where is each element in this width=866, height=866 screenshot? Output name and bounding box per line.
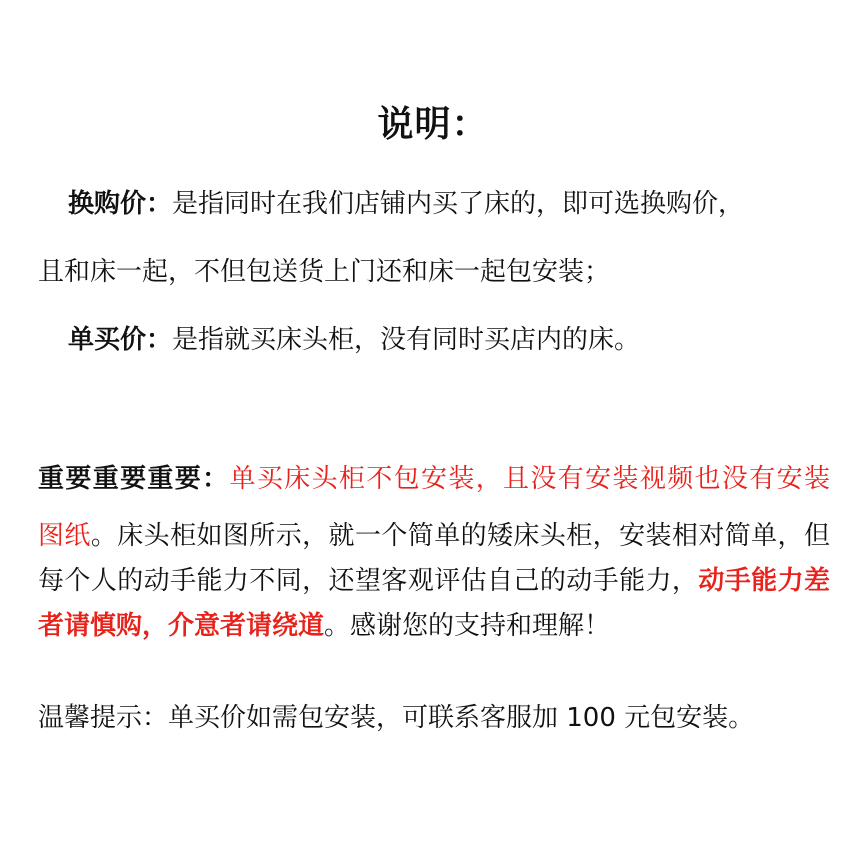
thanks-text: 。感谢您的支持和理解！ [324,611,611,641]
exchange-price-label: 换购价： [68,189,173,219]
exchange-price-line [68,184,744,224]
caution-text: 动手能力差 [698,566,830,596]
important-label: 重要重要重要： [38,464,230,494]
exchange-price-desc: 是指同时在我们店铺内买了床的，即可选换购价， [172,189,745,219]
single-price-label: 单买价： [68,325,173,355]
important-line-2 [38,516,830,556]
exchange-price-desc-continued: 且和床一起，不但包送货上门还和床一起包安装； [38,257,611,287]
single-price-desc: 是指就买床头柜，没有同时买店内的床。 [172,325,641,355]
important-line-3 [38,561,830,601]
important-line-4 [38,606,610,646]
caution-text-continued: 者请慎购，介意者请绕道 [38,611,325,641]
important-warning: 单买床头柜不包安装，且没有安装视频也没有安装 [229,464,830,494]
important-desc-continued: 每个人的动手能力不同，还望客观评估自己的动手能力， [38,566,699,596]
tip-text: 温馨提示：单买价如需包安装，可联系客服加 100 元包安装。 [38,703,755,733]
important-warning-continued: 图纸 [38,521,91,551]
single-price-line [68,320,640,360]
important-line-1 [38,459,830,499]
page-title: 说明： [377,104,489,145]
important-desc: 。床头柜如图所示，就一个简单的矮床头柜，安装相对简单，但 [90,521,830,551]
